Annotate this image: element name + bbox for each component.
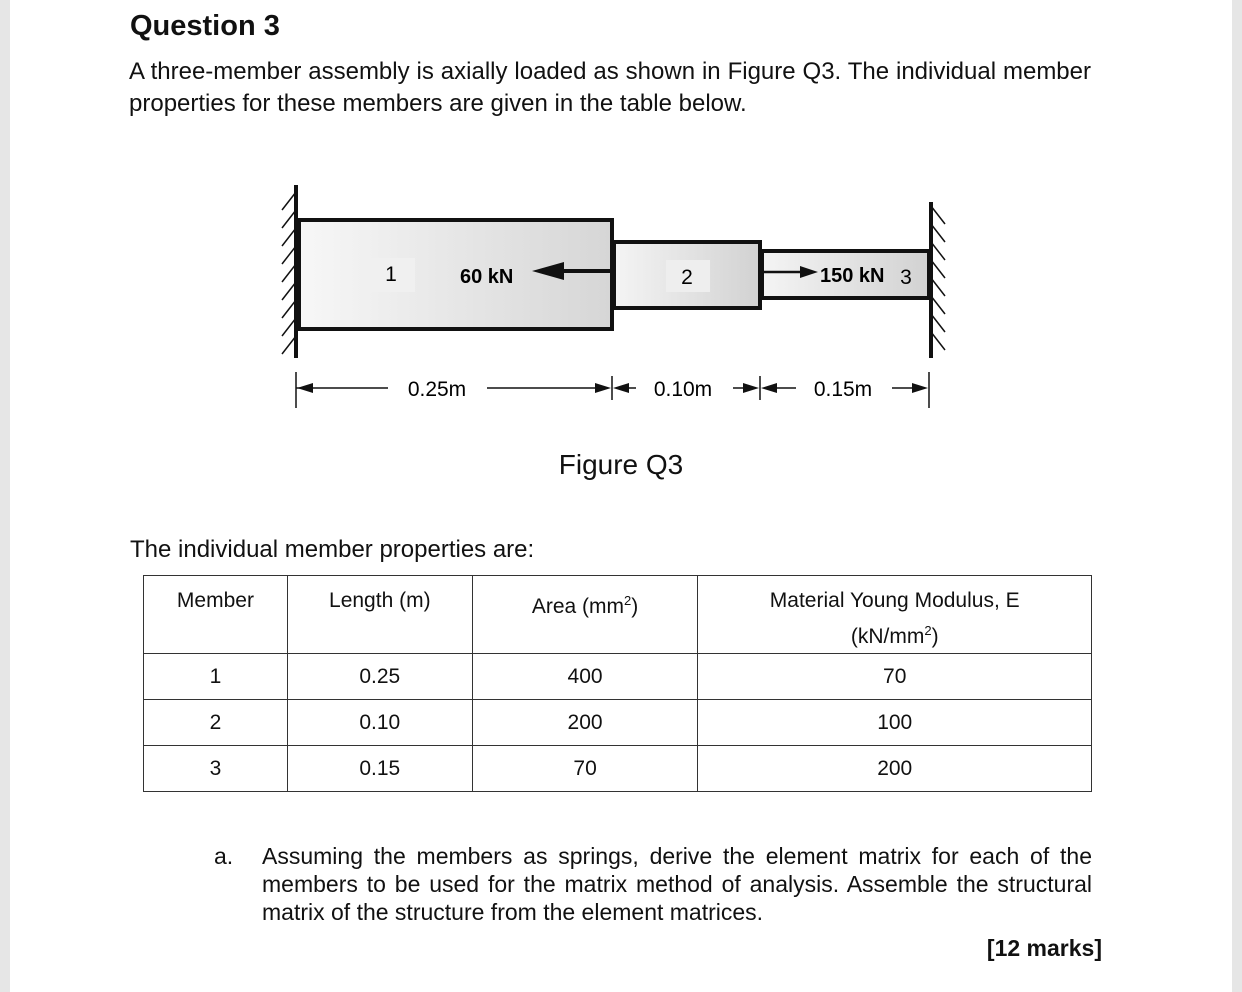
member-1-label: 1 — [385, 263, 397, 286]
left-fixed-support — [282, 185, 296, 358]
cell-member: 1 — [144, 654, 288, 700]
member-3-label: 3 — [900, 266, 912, 289]
cell-modulus: 70 — [698, 654, 1092, 700]
part-a-label: a. — [214, 843, 234, 869]
header-member: Member — [144, 576, 288, 654]
table-header-row — [144, 576, 1092, 654]
member-2-label: 2 — [681, 266, 693, 289]
cell-length: 0.25 — [287, 654, 472, 700]
member-1-bar — [299, 220, 612, 329]
load-60kn-label: 60 kN — [460, 266, 514, 288]
cell-length: 0.10 — [287, 700, 472, 746]
question-intro: A three-member assembly is axially loaded as shown in Figure Q3. The individual member properties for these members are given in the table below. — [129, 58, 1091, 117]
table-row — [144, 654, 1092, 700]
table-intro: The individual member properties are: — [130, 536, 535, 563]
cell-modulus: 100 — [698, 700, 1092, 746]
header-area: Area $(mm^2)$ — [472, 576, 698, 654]
header-modulus: Material Young Modulus, E $(kN/mm^2)$ — [698, 576, 1092, 654]
dimension-label-3: 0.15m — [813, 378, 873, 401]
cell-member: 2 — [144, 700, 288, 746]
figure-caption: Figure Q3 — [558, 449, 684, 480]
marks-label: [12 marks] — [986, 935, 1102, 961]
right-fixed-support — [931, 202, 945, 358]
cell-length: 0.15 — [287, 746, 472, 792]
cell-modulus: 200 — [698, 746, 1092, 792]
question-title: Question 3 — [130, 10, 280, 42]
cell-area: 200 — [472, 700, 698, 746]
table-row — [144, 746, 1092, 792]
load-150kn-label: 150 kN — [820, 265, 885, 287]
member-properties-table — [143, 575, 1092, 792]
table-row — [144, 700, 1092, 746]
dimension-label-1: 0.25m — [407, 378, 467, 401]
cell-area: 400 — [472, 654, 698, 700]
cell-member: 3 — [144, 746, 288, 792]
dimension-label-2: 0.10m — [653, 378, 713, 401]
part-a-text: Assuming the members as springs, derive the element matrix for each of the members to be used for the matrix method of analysis. Assemble the structural matrix of the structure from the element matrices. — [262, 843, 1092, 925]
cell-area: 70 — [472, 746, 698, 792]
header-length: Length (m) — [287, 576, 472, 654]
